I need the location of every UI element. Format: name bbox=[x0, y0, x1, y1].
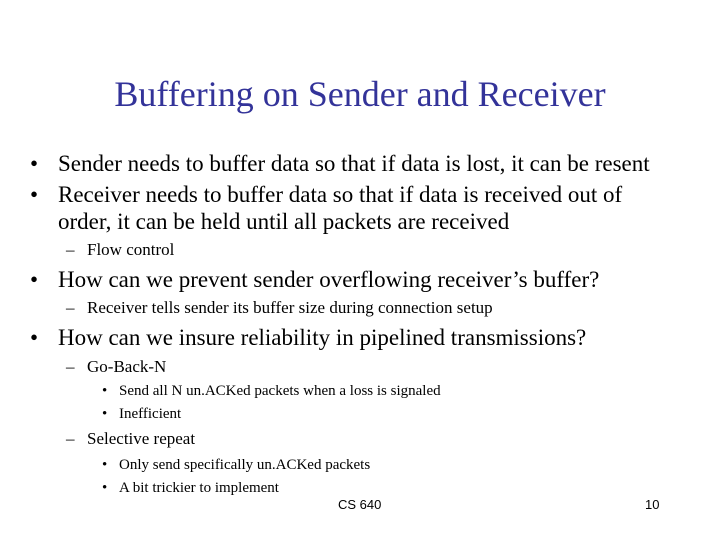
footer-page-number: 10 bbox=[645, 497, 660, 512]
bullet-text: Receiver needs to buffer data so that if data is received out of bbox=[58, 182, 623, 207]
sub-bullet-marker: – bbox=[66, 240, 75, 259]
sub-sub-bullet-text: A bit trickier to implement bbox=[119, 480, 279, 496]
sub-bullet-text: Receiver tells sender its buffer size during connection setup bbox=[87, 298, 493, 317]
sub-sub-bullet-marker: • bbox=[102, 457, 108, 473]
slide-title: Buffering on Sender and Receiver bbox=[114, 74, 606, 114]
bullet-text: Sender needs to buffer data so that if data is lost, it can be resent bbox=[58, 151, 650, 176]
bullet-marker: • bbox=[30, 151, 39, 176]
sub-sub-bullet-marker: • bbox=[102, 480, 108, 496]
sub-bullet-marker: – bbox=[66, 429, 75, 448]
sub-bullet-text: Go-Back-N bbox=[87, 357, 167, 376]
bullet-marker: • bbox=[30, 325, 39, 350]
sub-bullet-marker: – bbox=[66, 298, 75, 317]
sub-sub-bullet-marker: • bbox=[102, 406, 108, 422]
sub-sub-bullet-text: Only send specifically un.ACKed packets bbox=[119, 457, 371, 473]
sub-bullet-marker: – bbox=[66, 357, 75, 376]
sub-bullet-text: Selective repeat bbox=[87, 429, 196, 448]
sub-bullet-text: Flow control bbox=[87, 240, 175, 259]
bullet-text: How can we insure reliability in pipelined transmissions? bbox=[58, 325, 587, 350]
sub-sub-bullet-marker: • bbox=[102, 383, 108, 399]
footer-course: CS 640 bbox=[338, 497, 382, 512]
bullet-receiver-buffer-continuation: order, it can be held until all packets are received bbox=[58, 209, 510, 234]
bullet-marker: • bbox=[30, 182, 39, 207]
bullet-marker: • bbox=[30, 267, 39, 292]
bullet-text: How can we prevent sender overflowing receiver’s buffer? bbox=[58, 267, 600, 292]
sub-sub-bullet-text: Send all N un.ACKed packets when a loss is signaled bbox=[119, 383, 441, 399]
sub-sub-bullet-text: Inefficient bbox=[119, 406, 182, 422]
